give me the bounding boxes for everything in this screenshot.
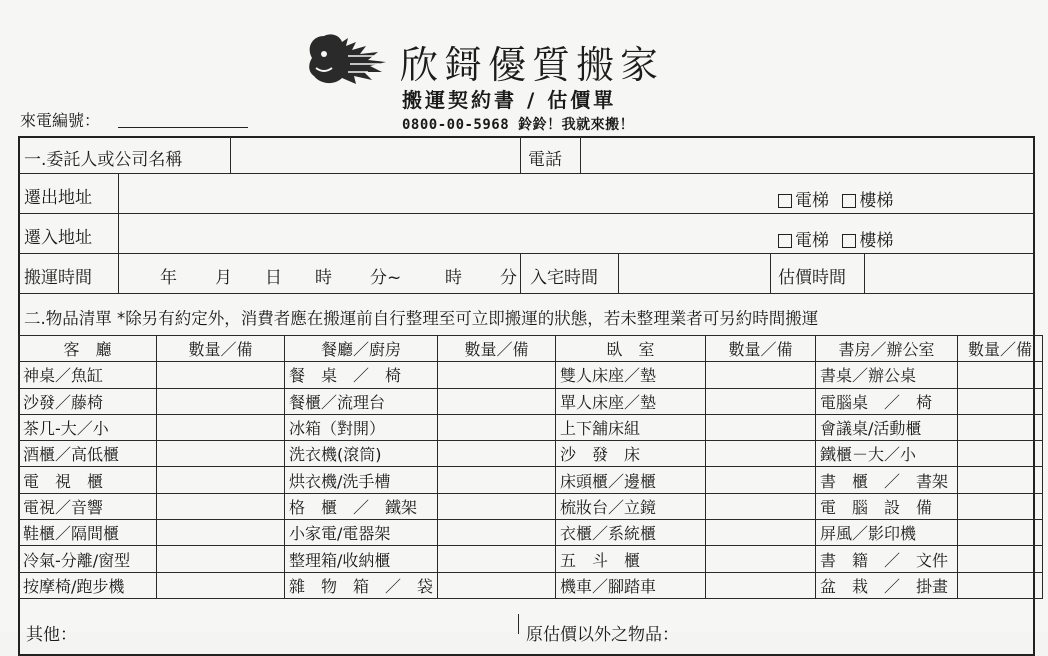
quantity-cell[interactable] — [958, 572, 1043, 598]
other-label: 其他： — [26, 625, 77, 645]
move-out-access-options — [778, 186, 893, 211]
item-cell: 上下舖床組 — [556, 414, 706, 440]
moving-time-label: 搬運時間 — [24, 268, 92, 288]
quantity-cell[interactable] — [706, 572, 816, 598]
item-cell: 會議桌/活動櫃 — [816, 414, 958, 440]
quantity-cell[interactable] — [958, 520, 1043, 546]
table-header-row — [19, 336, 1043, 362]
year-unit: 年 — [160, 268, 177, 288]
minute-to-unit: 分~ — [370, 268, 402, 288]
table-row — [19, 362, 1043, 388]
quantity-cell[interactable] — [157, 572, 285, 598]
cell-divider — [618, 253, 619, 293]
column-header: 書房／辦公室 — [816, 336, 958, 362]
row-divider — [18, 173, 1035, 174]
quantity-cell[interactable] — [706, 493, 816, 519]
table-row — [19, 388, 1043, 414]
item-cell: 書 櫃 ／ 書架 — [816, 467, 958, 493]
row-divider — [18, 213, 1035, 214]
item-cell: 書 籍 ／ 文件 — [816, 546, 958, 572]
quantity-cell[interactable] — [157, 546, 285, 572]
item-cell: 電 視 櫃 — [19, 467, 157, 493]
column-header: 數量／備 — [706, 336, 816, 362]
item-cell: 衣櫃／系統櫃 — [556, 520, 706, 546]
move-in-time-label: 入宅時間 — [530, 268, 598, 288]
quantity-cell[interactable] — [958, 467, 1043, 493]
item-cell: 盆 栽 ／ 掛畫 — [816, 572, 958, 598]
quantity-cell[interactable] — [157, 467, 285, 493]
item-cell: 單人床座／墊 — [556, 388, 706, 414]
brand-name: 欣鎶優質搬家 — [400, 43, 665, 87]
elevator-checkbox[interactable] — [778, 194, 792, 208]
quantity-cell[interactable] — [157, 414, 285, 440]
quantity-cell[interactable] — [157, 493, 285, 519]
cell-divider — [770, 253, 771, 293]
table-row — [19, 414, 1043, 440]
cell-divider — [520, 136, 521, 173]
item-cell: 烘衣機/洗手槽 — [285, 467, 438, 493]
cell-divider — [118, 253, 119, 293]
quantity-cell[interactable] — [706, 441, 816, 467]
cell-divider — [230, 136, 231, 173]
stairs-checkbox[interactable] — [842, 194, 856, 208]
move-in-address-label: 遷入地址 — [24, 228, 92, 248]
item-cell: 鞋櫃／隔間櫃 — [19, 520, 157, 546]
item-cell: 茶几-大／小 — [19, 414, 157, 440]
estimate-time-label: 估價時間 — [778, 268, 846, 288]
item-cell: 沙發／藤椅 — [19, 388, 157, 414]
quantity-cell[interactable] — [706, 388, 816, 414]
quantity-cell[interactable] — [438, 388, 556, 414]
day-unit: 日 — [265, 268, 282, 288]
call-number-label: 來電編號： — [20, 111, 101, 130]
column-header: 數量／備 — [157, 336, 285, 362]
cell-divider — [580, 136, 581, 173]
table-row — [19, 441, 1043, 467]
quantity-cell[interactable] — [958, 546, 1043, 572]
item-cell: 屏風／影印機 — [816, 520, 958, 546]
quantity-cell[interactable] — [438, 362, 556, 388]
cell-divider — [520, 253, 521, 293]
cell-divider — [518, 614, 519, 634]
item-cell: 梳妝台／立鏡 — [556, 493, 706, 519]
cell-divider — [864, 253, 865, 293]
item-list-table — [18, 335, 1043, 599]
item-cell: 電腦桌 ／ 椅 — [816, 388, 958, 414]
quantity-cell[interactable] — [958, 362, 1043, 388]
item-cell: 冷氣-分離/窗型 — [19, 546, 157, 572]
item-cell: 洗衣機(滾筒) — [285, 441, 438, 467]
minute-unit: 分 — [500, 268, 517, 288]
document-subtitle: 搬運契約書 / 估價單 — [402, 88, 617, 112]
stairs-label: 樓梯 — [859, 231, 894, 251]
quantity-cell[interactable] — [438, 493, 556, 519]
item-cell: 冰箱（對開） — [285, 414, 438, 440]
quantity-cell[interactable] — [958, 441, 1043, 467]
quantity-cell[interactable] — [706, 546, 816, 572]
item-cell: 雜 物 箱 ／ 袋 — [285, 572, 438, 598]
item-cell: 格 櫃 ／ 鐵架 — [285, 493, 438, 519]
cell-divider — [118, 173, 119, 253]
quantity-cell[interactable] — [438, 520, 556, 546]
quantity-cell[interactable] — [157, 441, 285, 467]
stairs-label: 樓梯 — [859, 191, 894, 211]
item-cell: 整理箱/收納櫃 — [285, 546, 438, 572]
quantity-cell[interactable] — [958, 414, 1043, 440]
quantity-cell[interactable] — [438, 572, 556, 598]
table-row — [19, 520, 1043, 546]
column-header: 數量／備 — [438, 336, 556, 362]
item-cell: 神桌／魚缸 — [19, 362, 157, 388]
quantity-cell[interactable] — [157, 362, 285, 388]
quantity-cell[interactable] — [157, 388, 285, 414]
item-cell: 小家電/電器架 — [285, 520, 438, 546]
hour-unit: 時 — [315, 268, 332, 288]
quantity-cell[interactable] — [438, 546, 556, 572]
row-divider — [18, 253, 1035, 254]
item-cell: 餐 桌 ／ 椅 — [285, 362, 438, 388]
call-number-field[interactable] — [118, 127, 248, 128]
column-header: 臥 室 — [556, 336, 706, 362]
elevator-checkbox[interactable] — [778, 234, 792, 248]
elevator-label: 電梯 — [795, 231, 829, 251]
quantity-cell[interactable] — [438, 414, 556, 440]
item-cell: 餐櫃／流理台 — [285, 388, 438, 414]
phone-slogan: 0800-00-5968 鈴鈴！我就來搬！ — [402, 117, 635, 133]
elevator-label: 電梯 — [795, 191, 829, 211]
quantity-cell[interactable] — [438, 441, 556, 467]
client-name-label: 一.委託人或公司名稱 — [24, 150, 183, 170]
item-cell: 機車／腳踏車 — [556, 572, 706, 598]
item-cell: 雙人床座／墊 — [556, 362, 706, 388]
column-header: 數量／備 — [958, 336, 1043, 362]
quantity-cell[interactable] — [706, 362, 816, 388]
item-cell: 按摩椅/跑步機 — [19, 572, 157, 598]
item-cell: 鐵櫃－大／小 — [816, 441, 958, 467]
column-header: 客 廳 — [19, 336, 157, 362]
item-cell: 電 腦 設 備 — [816, 493, 958, 519]
item-cell: 五 斗 櫃 — [556, 546, 706, 572]
row-divider — [18, 293, 1035, 294]
item-cell: 酒櫃／高低櫃 — [19, 441, 157, 467]
month-unit: 月 — [215, 268, 232, 288]
move-in-access-options — [778, 226, 893, 251]
column-header: 餐廳／廚房 — [285, 336, 438, 362]
quantity-cell[interactable] — [157, 520, 285, 546]
table-row — [19, 493, 1043, 519]
move-out-address-label: 遷出地址 — [24, 188, 92, 208]
item-cell: 沙 發 床 — [556, 441, 706, 467]
quantity-cell[interactable] — [706, 467, 816, 493]
item-cell: 書桌／辦公桌 — [816, 362, 958, 388]
stairs-checkbox[interactable] — [842, 234, 856, 248]
extra-items-label: 原估價以外之物品： — [526, 625, 679, 645]
lion-logo-icon — [298, 28, 390, 90]
quantity-cell[interactable] — [706, 520, 816, 546]
table-row — [19, 572, 1043, 598]
table-row — [19, 467, 1043, 493]
quantity-cell[interactable] — [438, 467, 556, 493]
table-row — [19, 546, 1043, 572]
quantity-cell[interactable] — [958, 493, 1043, 519]
item-list-title: 二.物品清單 *除另有約定外，消費者應在搬運前自行整理至可立即搬運的狀態，若未整理業者可另約時間搬運 — [24, 309, 819, 328]
quantity-cell[interactable] — [958, 388, 1043, 414]
tel-label: 電話 — [528, 150, 562, 170]
quantity-cell[interactable] — [706, 414, 816, 440]
hour-unit: 時 — [445, 268, 462, 288]
item-cell: 床頭櫃／邊櫃 — [556, 467, 706, 493]
item-cell: 電視／音響 — [19, 493, 157, 519]
